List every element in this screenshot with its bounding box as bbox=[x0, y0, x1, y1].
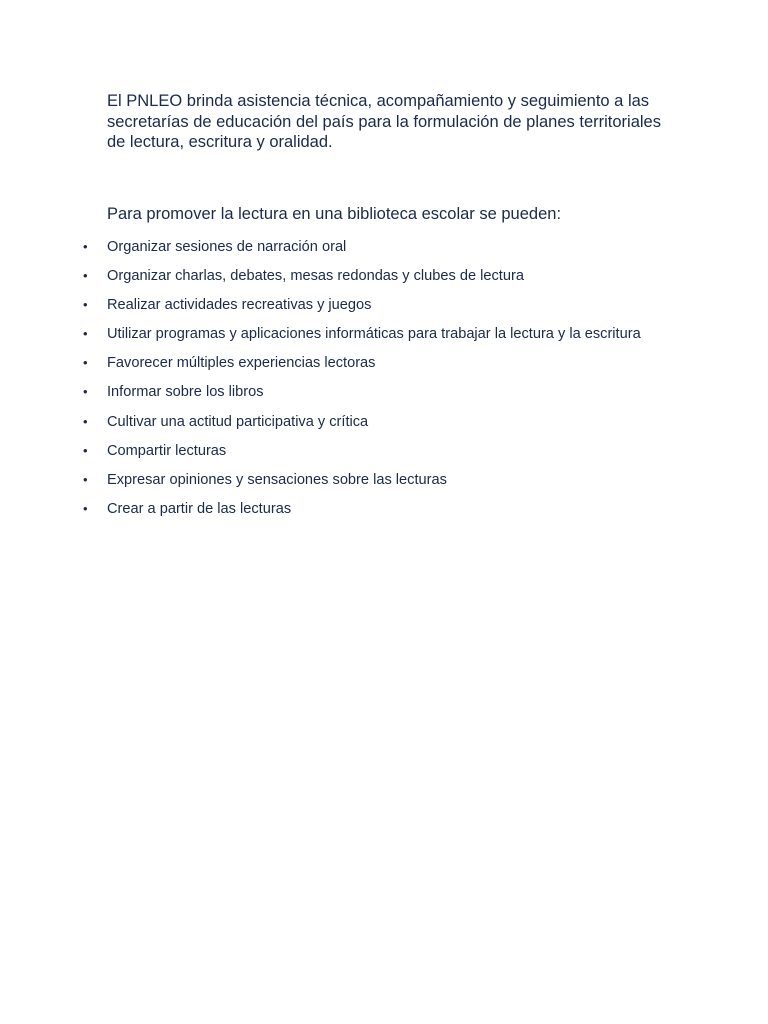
list-item bbox=[80, 499, 720, 528]
list-item-text: Realizar actividades recreativas y juegos bbox=[107, 297, 372, 314]
list-item bbox=[80, 237, 720, 266]
bullet-icon: • bbox=[83, 442, 88, 458]
bullet-icon: • bbox=[83, 355, 88, 371]
list-item bbox=[80, 382, 720, 411]
list-item-text: Informar sobre los libros bbox=[107, 384, 264, 401]
list-item-text: Utilizar programas y aplicaciones informáticas para trabajar la lectura y la escritura bbox=[107, 326, 641, 343]
list-item bbox=[80, 324, 720, 353]
list-item bbox=[80, 295, 720, 324]
list-item-text: Cultivar una actitud participativa y crítica bbox=[107, 413, 369, 430]
list-item-text: Organizar charlas, debates, mesas redondas y clubes de lectura bbox=[107, 268, 524, 285]
list-item-text: Expresar opiniones y sensaciones sobre las lecturas bbox=[107, 471, 447, 488]
intro-paragraph: El PNLEO brinda asistencia técnica, acompañamiento y seguimiento a las secretarías de educación del país para la formulación de planes territoriales de lectura, escritura y oralidad. bbox=[107, 92, 661, 151]
list-item bbox=[80, 470, 720, 499]
bullet-list bbox=[80, 237, 720, 528]
list-item-text: Crear a partir de las lecturas bbox=[107, 500, 292, 517]
bullet-icon: • bbox=[83, 471, 88, 487]
list-item-text: Organizar sesiones de narración oral bbox=[107, 239, 347, 255]
bullet-icon: • bbox=[83, 500, 88, 516]
bullet-icon: • bbox=[83, 297, 88, 313]
list-item bbox=[80, 441, 720, 470]
bullet-icon: • bbox=[83, 413, 88, 429]
bullet-icon: • bbox=[83, 239, 88, 254]
bullet-icon: • bbox=[83, 384, 88, 400]
list-item-text: Favorecer múltiples experiencias lectoras bbox=[107, 355, 376, 372]
list-item bbox=[80, 266, 720, 295]
list-item bbox=[80, 353, 720, 382]
list-lead-text: Para promover la lectura en una biblioteca escolar se pueden: bbox=[107, 205, 562, 223]
bullet-icon: • bbox=[83, 268, 88, 284]
list-item bbox=[80, 412, 720, 441]
bullet-icon: • bbox=[83, 326, 88, 342]
list-item-text: Compartir lecturas bbox=[107, 442, 227, 459]
